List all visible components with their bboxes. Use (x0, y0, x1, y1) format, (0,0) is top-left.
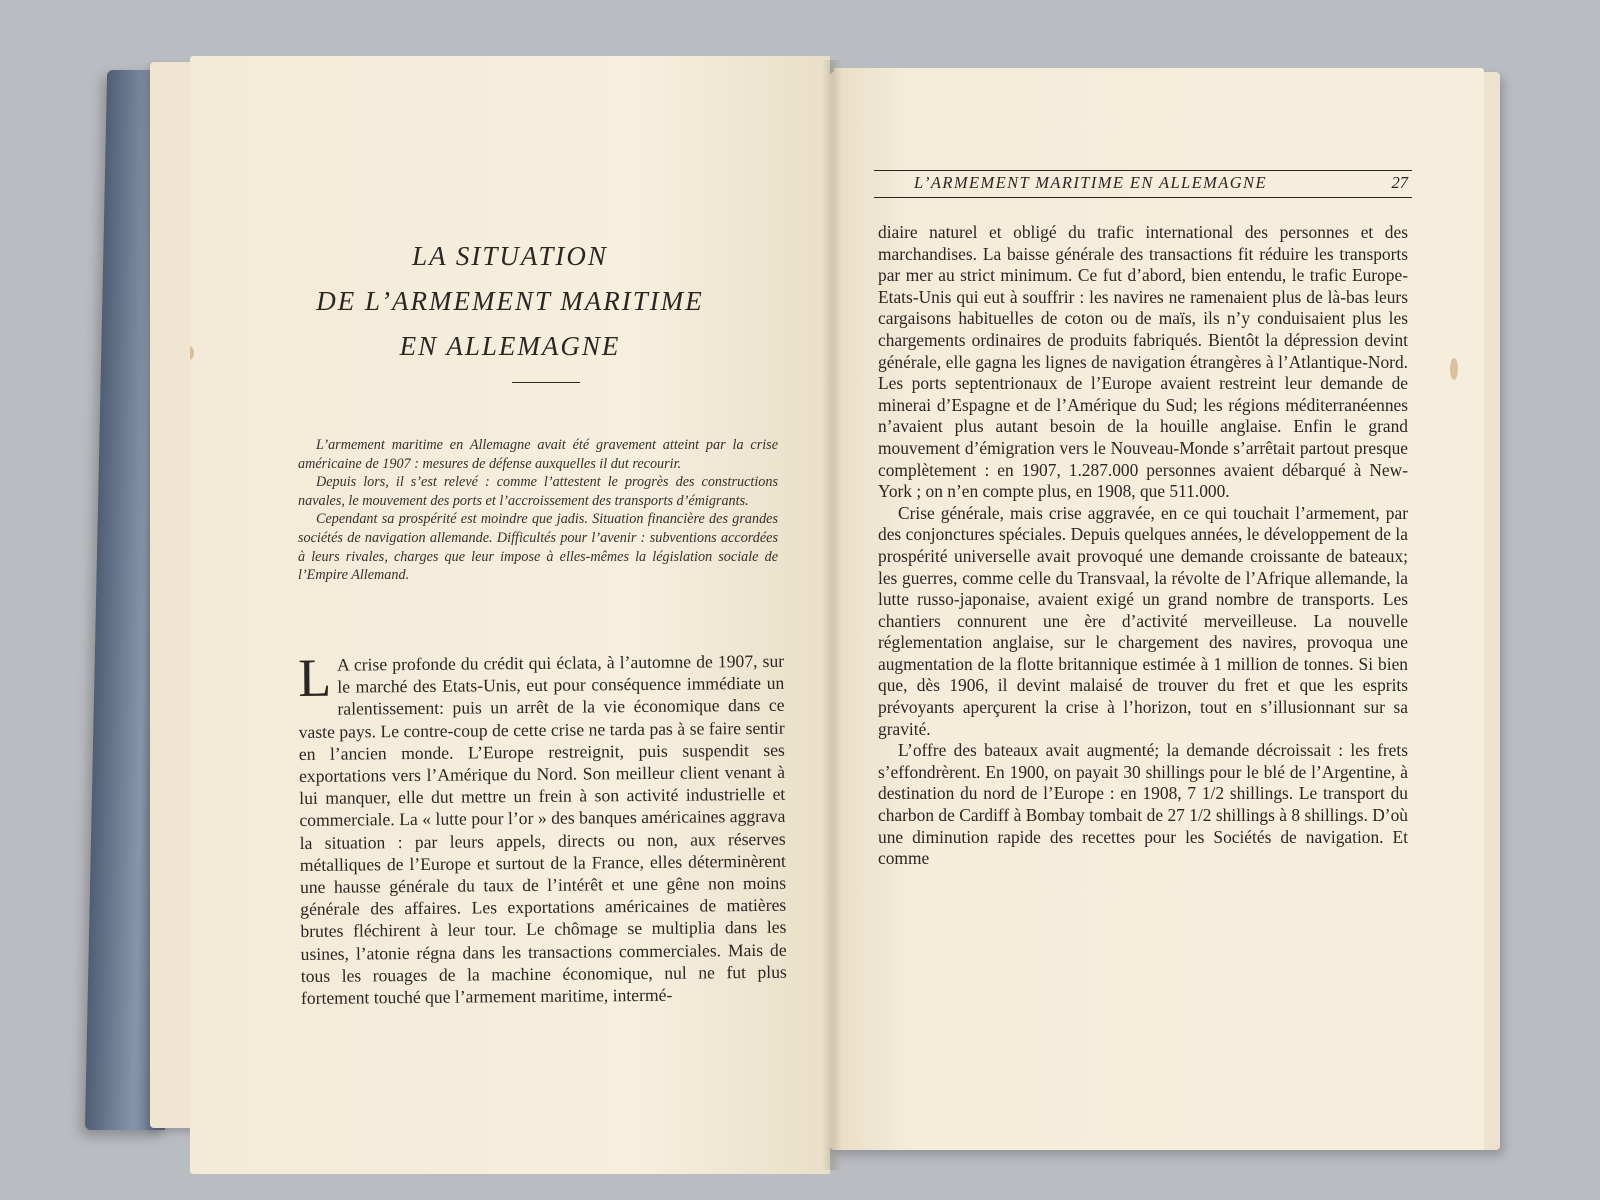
body-paragraph: Crise générale, mais crise aggravée, en ce qui touchait l’armement, par des conjonctures spéciales. Depuis quelques années, le développement de la prospérité universelle avait provoqué une demande croissante de bateaux; les guerres, comme celle du Transvaal, la révolte de l’Afrique allemande, la lutte russo-japonaise, avaient exigé un grand nombre de transports. Les chantiers connurent une ère d’activité merveilleuse. La nouvelle réglementation anglaise, sur le chargement des navires, provoqua une augmentation de la flotte britannique estimée à 1 million de tonnes. Si bien que, dès 1906, il devint malaisé de trouver du fret et que les esprits prévoyants aperçurent la crise à l’horizon, tout en s’illusionnant sur sa gravité. (878, 502, 1408, 739)
chapter-summary (298, 436, 778, 585)
body-paragraph: A crise profonde du crédit qui éclata, à l’automne de 1907, sur le marché des Etats-Unis, eut pour conséquence immédiate un ralentissement: puis un arrêt de la vie économique dans ce vaste pays. Le contre-coup de cette crise ne tarda pas à se faire sentir en l’ancien monde. L’Europe restreignit, puis suspendit ses exportations vers l’Amérique du Nord. Son meilleur client venant à lui manquer, elle dut mettre un frein à son activité industrielle et commerciale. La « lutte pour l’or » des banques américaines aggrava la situation : par leurs appels, directs ou non, aux réserves métalliques de l’Europe et surtout de la France, elles déterminèrent une hausse générale du taux de l’intérêt et une gêne non moins générale des affaires. Les exportations américaines de matières brutes fléchirent à leur tour. Le chômage se multiplia dans les usines, l’atonie régna dans les transactions commerciales. Mais de tous les rouages de la machine économique, nul ne fut plus fortement touché que l’armement maritime, intermé- (298, 650, 787, 1009)
foxing-spot (190, 346, 194, 360)
body-paragraph: L’offre des bateaux avait augmenté; la demande décroissait : les frets s’effondrèrent. En 1900, on payait 30 shillings pour le blé de l’Argentine, à destination du nord de l’Europe : en 1908, 7 1/2 shillings. Le transport du charbon de Cardiff à Bombay tombait de 27 1/2 shillings à 8 shillings. D’où une diminution rapide des recettes pour les Sociétés de navigation. Et comme (878, 740, 1408, 869)
drop-cap: L (297, 647, 332, 708)
left-body-text (297, 647, 787, 1009)
summary-paragraph: L’armement maritime en Allemagne avait été gravement atteint par la crise américaine de 1907 : mesures de défense auxquelles il dut recourir. (298, 437, 778, 472)
right-body-text (878, 222, 1408, 870)
chapter-title-line: LA SITUATION (412, 241, 608, 271)
right-page (834, 68, 1484, 1150)
running-title: L’ARMEMENT MARITIME EN ALLEMAGNE (914, 173, 1267, 192)
chapter-title-line: EN ALLEMAGNE (399, 331, 621, 361)
running-header (874, 170, 1412, 198)
left-page (190, 56, 830, 1174)
page-number: 27 (1391, 173, 1408, 192)
title-divider (512, 382, 580, 383)
summary-paragraph: Depuis lors, il s’est relevé : comme l’attestent le progrès des constructions navales, le mouvement des ports et l’accroissement des transports d’émigrants. (298, 474, 778, 509)
foxing-spot (1450, 358, 1458, 380)
summary-paragraph: Cependant sa prospérité est moindre que jadis. Situation financière des grandes sociétés de navigation allemande. Difficultés pour l’avenir : subventions accordées à leurs rivales, charges que leur impose à elles-mêmes la législation sociale de l’Empire Allemand. (298, 511, 778, 584)
book-gutter (822, 60, 842, 1170)
chapter-title-line: DE L’ARMEMENT MARITIME (316, 286, 704, 316)
chapter-title (280, 234, 740, 369)
body-paragraph: diaire naturel et obligé du trafic international des personnes et des marchandises. La baisse générale des transactions fit réduire les transports par mer au strict minimum. Ce fut d’abord, bien entendu, le trafic Europe-Etats-Unis qui eut à souffrir : les navires ne ramenaient plus de là-bas leurs cargaisons habituelles de coton ou de maïs, ils n’y conduisaient plus les chargements ordinaires de produits fabriqués. Bientôt la dépression devint générale, elle gagna les lignes de navigation étrangères à l’Atlantique-Nord. Les ports septentrionaux de l’Europe avaient restreint leur demande de minerai d’Espagne et de l’Amérique du Sud; les régions méditerranéennes n’avaient plus autant besoin de la houille anglaise. Enfin le grand mouvement d’émigration vers le Nouveau-Monde s’arrêtait partout presque complètement : en 1907, 1.287.000 personnes avaient débarqué à New-York ; on n’en compte plus, en 1908, que 511.000. (878, 222, 1408, 502)
